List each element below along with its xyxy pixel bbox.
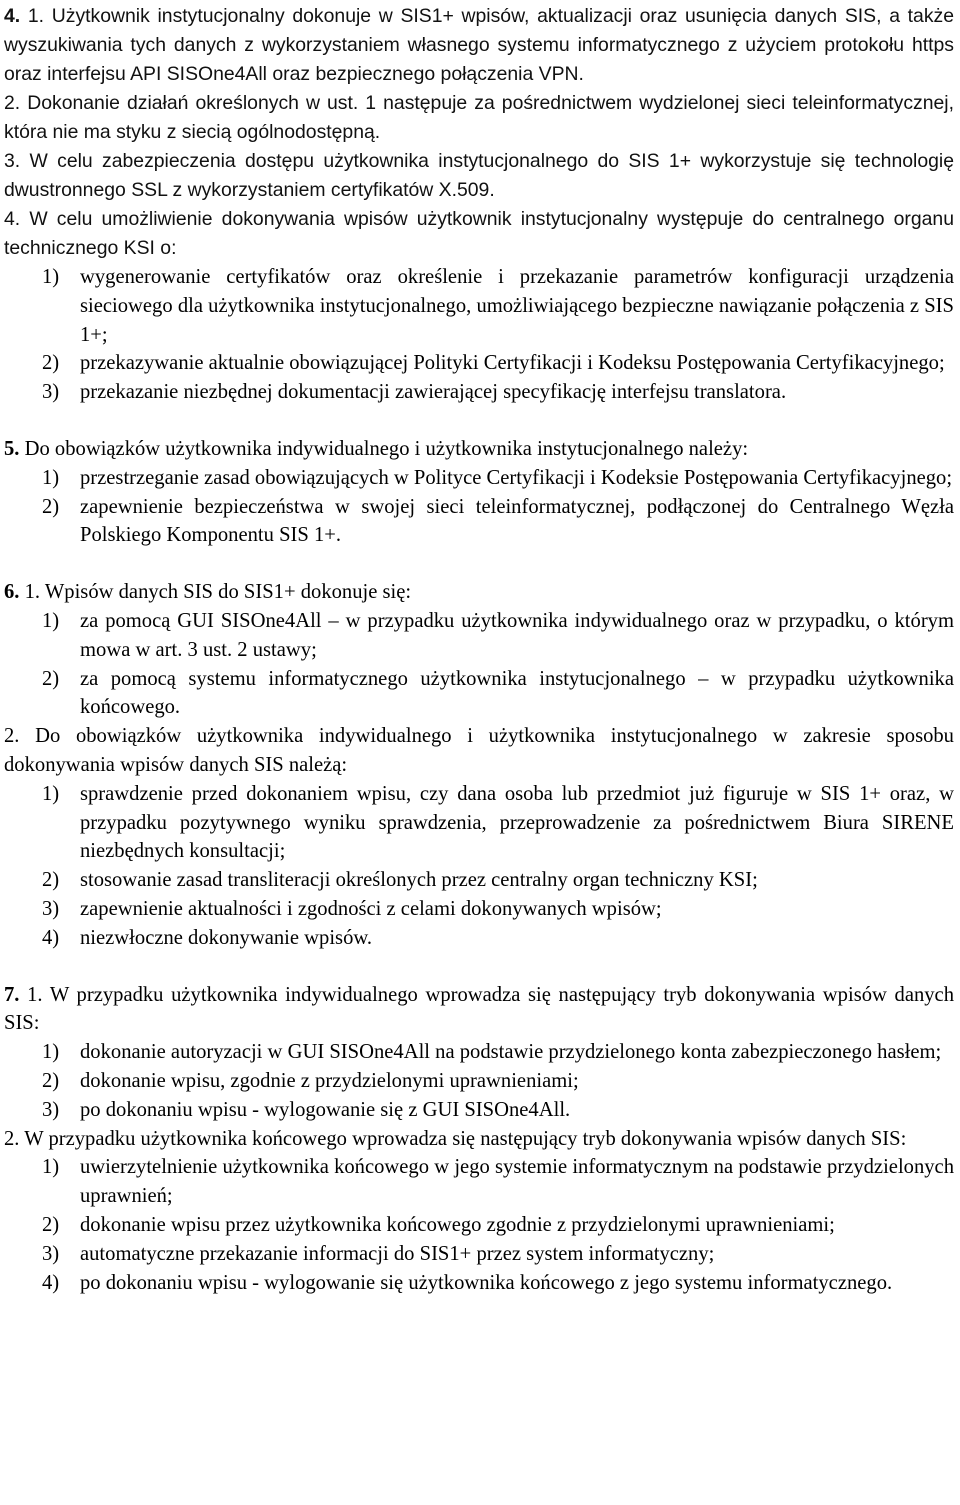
list-item [4, 1038, 954, 1067]
paragraph-text: Do obowiązków użytkownika indywidualnego i użytkownika instytucjonalnego w zakresie sposobu dokonywania wpisów danych SIS należą: [4, 725, 954, 776]
list-item [4, 349, 954, 378]
section-6 [4, 578, 954, 952]
section-7-paragraph-1-items [4, 1038, 954, 1124]
section-number: 4. [4, 5, 21, 27]
item-number: 1) [42, 266, 60, 288]
list-item [4, 665, 954, 723]
item-text: automatyczne przekazanie informacji do SIS1+ przez system informatyczny; [80, 1242, 715, 1265]
paragraph-number: 2. [4, 725, 20, 748]
section-5-lead [4, 435, 954, 464]
paragraph-number: 1. [24, 581, 41, 604]
paragraph-text: Do obowiązków użytkownika indywidualnego i użytkownika instytucjonalnego należy: [24, 437, 749, 460]
item-number: 1) [42, 466, 60, 489]
item-text: wygenerowanie certyfikatów oraz określenie i przekazanie parametrów konfiguracji urządzenia sieciowego dla użytkownika instytucjonalnego, umożliwiającego bezpieczne nawiązanie połączenia z SIS 1+; [80, 266, 954, 346]
paragraph-text: W przypadku użytkownika indywidualnego wprowadza się następujący tryb dokonywania wpisów danych SIS: [4, 983, 954, 1035]
section-6-paragraph-1 [4, 578, 954, 607]
item-text: dokonanie autoryzacji w GUI SISOne4All na podstawie przydzielonego konta zabezpieczonego hasłem; [80, 1041, 942, 1064]
item-text: za pomocą GUI SISOne4All – w przypadku użytkownika indywidualnego oraz w przypadku, o którym mowa w art. 3 ust. 2 ustawy; [80, 609, 954, 661]
item-text: dokonanie wpisu, zgodnie z przydzielonymi uprawnieniami; [80, 1069, 579, 1092]
spacer [4, 953, 954, 981]
item-text: przekazanie niezbędnej dokumentacji zawierającej specyfikację interfejsu translatora. [80, 381, 787, 404]
section-6-paragraph-2 [4, 722, 954, 780]
section-5-items [4, 464, 954, 550]
item-number: 3) [42, 1098, 60, 1121]
item-text: po dokonaniu wpisu - wylogowanie się użytkownika końcowego z jego systemu informatycznego. [80, 1271, 893, 1294]
item-number: 2) [42, 667, 60, 690]
paragraph-text: Wpisów danych SIS do SIS1+ dokonuje się: [44, 581, 412, 604]
list-item [4, 866, 954, 895]
item-text: za pomocą systemu informatycznego użytkownika instytucjonalnego – w przypadku użytkownika końcowego. [80, 667, 954, 719]
section-4-intro [4, 0, 954, 263]
section-4-paragraph-1 [4, 2, 954, 89]
item-number: 1) [42, 609, 60, 632]
section-7-paragraph-2 [4, 1125, 954, 1154]
paragraph-text: W celu umożliwienie dokonywania wpisów użytkownik instytucjonalny występuje do centralnego organu technicznego KSI o: [4, 208, 955, 259]
section-4-list [4, 263, 954, 407]
list-item [4, 1240, 954, 1269]
paragraph-number: 2. [4, 92, 21, 114]
paragraph-number: 4. [4, 208, 21, 230]
list-item [4, 1211, 954, 1240]
item-number: 2) [42, 352, 60, 375]
section-number: 7. [4, 983, 20, 1006]
paragraph-text: Dokonanie działań określonych w ust. 1 następuje za pośrednictwem wydzielonej sieci teleinformatycznej, która nie ma styku z siecią ogólnodostępną. [4, 92, 954, 143]
paragraph-number: 3. [4, 150, 21, 172]
item-text: przestrzeganie zasad obowiązujących w Polityce Certyfikacji i Kodeksie Postępowania Certyfikacyjnego; [80, 466, 953, 489]
item-number: 2) [42, 1213, 60, 1236]
section-4-paragraph-2 [4, 89, 954, 147]
item-number: 2) [42, 495, 60, 518]
section-7-paragraph-2-items [4, 1153, 954, 1297]
list-item [4, 607, 954, 665]
section-6-paragraph-2-items [4, 780, 954, 953]
item-text: dokonanie wpisu przez użytkownika końcowego zgodnie z przydzielonymi uprawnieniami; [80, 1213, 835, 1236]
section-number: 5. [4, 437, 20, 460]
item-number: 3) [42, 381, 60, 404]
spacer [4, 550, 954, 578]
item-text: sprawdzenie przed dokonaniem wpisu, czy dana osoba lub przedmiot już figuruje w SIS 1+ oraz, w przypadku pozytywnego wyniku sprawdzenia, przeprowadzenie za pośrednictwem Biura SIRENE niezbędnych konsultacji; [80, 782, 954, 863]
list-item [4, 263, 954, 349]
spacer [4, 407, 954, 435]
section-6-paragraph-1-items [4, 607, 954, 722]
item-number: 1) [42, 1156, 60, 1179]
list-item [4, 378, 954, 407]
list-item [4, 780, 954, 866]
paragraph-number: 1. [27, 983, 43, 1006]
item-number: 2) [42, 869, 60, 892]
section-5 [4, 435, 954, 550]
paragraph-text: Użytkownik instytucjonalny dokonuje w SIS1+ wpisów, aktualizacji oraz usunięcia danych SIS, a także wyszukiwania tych danych z wykorzystaniem własnego systemu informatycznego z użyciem protokołu https oraz interfejsu API SISOne4All oraz bezpiecznego połączenia VPN. [4, 5, 955, 85]
paragraph-number: 1. [27, 5, 45, 27]
item-number: 4) [42, 926, 60, 949]
list-item [4, 1067, 954, 1096]
section-4-items [4, 263, 954, 407]
list-item [4, 493, 954, 551]
item-number: 4) [42, 1271, 60, 1294]
item-number: 3) [42, 897, 60, 920]
list-item [4, 1269, 954, 1298]
list-item [4, 924, 954, 953]
paragraph-number: 2. [4, 1127, 20, 1150]
item-number: 1) [42, 1041, 60, 1064]
item-text: stosowanie zasad transliteracji określonych przez centralny organ techniczny KSI; [80, 869, 758, 892]
item-number: 3) [42, 1242, 60, 1265]
paragraph-text: W przypadku użytkownika końcowego wprowadza się następujący tryb dokonywania wpisów danych SIS: [24, 1127, 907, 1150]
section-7-paragraph-1 [4, 981, 954, 1039]
item-text: zapewnienie bezpieczeństwa w swojej sieci teleinformatycznej, podłączonej do Centralnego Węzła Polskiego Komponentu SIS 1+. [80, 495, 954, 547]
item-text: po dokonaniu wpisu - wylogowanie się z GUI SISOne4All. [80, 1098, 571, 1121]
list-item [4, 1153, 954, 1211]
list-item [4, 464, 954, 493]
list-item [4, 1096, 954, 1125]
section-number: 6. [4, 581, 20, 604]
section-4-paragraph-3 [4, 147, 954, 205]
item-text: przekazywanie aktualnie obowiązującej Polityki Certyfikacji i Kodeksu Postępowania Certyfikacyjnego; [80, 352, 945, 375]
item-number: 1) [42, 782, 60, 805]
item-text: niezwłoczne dokonywanie wpisów. [80, 926, 373, 949]
item-text: uwierzytelnienie użytkownika końcowego w jego systemie informatycznym na podstawie przydzielonych uprawnień; [80, 1156, 954, 1208]
list-item [4, 895, 954, 924]
section-4-paragraph-4-lead [4, 205, 954, 263]
paragraph-text: W celu zabezpieczenia dostępu użytkownika instytucjonalnego do SIS 1+ wykorzystuje się technologię dwustronnego SSL z wykorzystaniem certyfikatów X.509. [4, 150, 954, 201]
item-text: zapewnienie aktualności i zgodności z celami dokonywanych wpisów; [80, 897, 662, 920]
section-7 [4, 981, 954, 1298]
item-number: 2) [42, 1069, 60, 1092]
